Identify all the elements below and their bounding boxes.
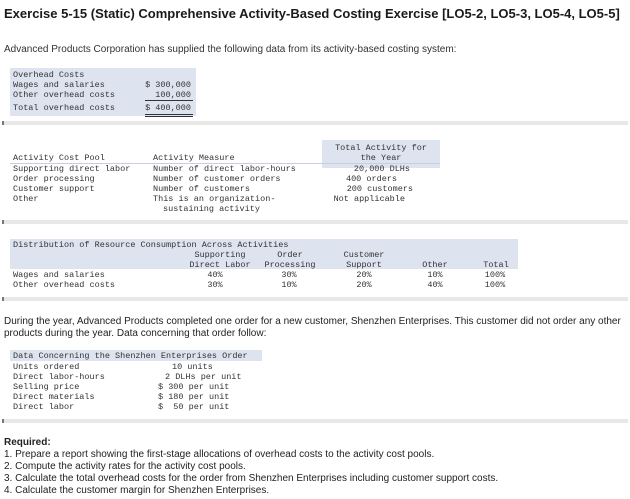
required-item: 2. Compute the activity rates for the activity cost pools. <box>4 461 246 472</box>
measure-cell: Number of customers <box>153 184 250 194</box>
col-header: Customer <box>343 250 385 260</box>
order-value: $ 180 per unit <box>158 392 230 402</box>
col-header: Processing <box>264 260 316 270</box>
overhead-total-label: Total overhead costs <box>13 103 116 113</box>
order-value: 2 DLHs per unit <box>165 372 242 382</box>
table-row: Direct labor-hours <box>13 372 105 382</box>
pct-cell: 100% <box>484 280 506 290</box>
order-value: 10 units <box>172 362 213 372</box>
pct-cell: 30% <box>281 270 297 280</box>
col-header: Other <box>422 260 448 270</box>
order-paragraph: During the year, Advanced Products completed one order for a new customer, Shenzhen Enterprises. This customer did not order any other products during the year. Data concerning that order follow: <box>4 316 621 339</box>
col-total-activity-2: the Year <box>360 153 402 163</box>
overhead-header: Overhead Costs <box>13 70 85 80</box>
intro-text: Advanced Products Corporation has supplied the following data from its activity-based costing system: <box>4 44 457 55</box>
pct-cell: 100% <box>484 270 506 280</box>
subtotal-rule <box>145 100 193 101</box>
table-row: Customer support <box>13 184 95 194</box>
pct-cell: 40% <box>207 270 223 280</box>
horizontal-scrollbar[interactable] <box>2 220 628 224</box>
order-value: $ 50 per unit <box>158 402 230 412</box>
table-row: Selling price <box>13 382 80 392</box>
table-row: Supporting direct labor <box>13 164 131 174</box>
total-cell: 400 orders <box>345 174 397 184</box>
required-item: 3. Calculate the total overhead costs for the order from Shenzhen Enterprises including customer support costs. <box>4 473 499 484</box>
col-header: Order <box>277 250 303 260</box>
overhead-row-value: $ 300,000 <box>145 80 191 90</box>
col-header: Supporting <box>194 250 246 260</box>
overhead-row-label: Other overhead costs <box>13 90 116 100</box>
pct-cell: 20% <box>356 280 372 290</box>
overhead-row-label: Wages and salaries <box>13 80 105 90</box>
col-header: Direct Labor <box>189 260 251 270</box>
col-activity-measure: Activity Measure <box>153 153 235 163</box>
col-header: Total <box>483 260 509 270</box>
table-row: Wages and salaries <box>13 270 105 280</box>
pct-cell: 10% <box>281 280 297 290</box>
col-header: Support <box>346 260 382 270</box>
horizontal-scrollbar[interactable] <box>2 297 628 301</box>
measure-cell: Number of customer orders <box>153 174 281 184</box>
total-cell: 200 customers <box>346 184 413 194</box>
total-cell: 20,000 DLHs <box>353 164 410 174</box>
order-header: Data Concerning the Shenzhen Enterprises Order <box>13 351 248 361</box>
total-double-rule <box>145 114 193 117</box>
overhead-row-value: 100,000 <box>155 90 191 100</box>
required-item: 1. Prepare a report showing the first-stage allocations of overhead costs to the activity cost pools. <box>4 449 435 460</box>
overhead-total-value: $ 400,000 <box>145 103 191 113</box>
measure-cell: Number of direct labor-hours <box>153 164 296 174</box>
table-row: Direct materials <box>13 392 95 402</box>
measure-cell-cont: sustaining activity <box>163 204 260 214</box>
table-row: Other overhead costs <box>13 280 116 290</box>
horizontal-scrollbar[interactable] <box>2 419 628 423</box>
total-cell: Not applicable <box>333 194 405 204</box>
table-row: Units ordered <box>13 362 80 372</box>
page-title: Exercise 5-15 (Static) Comprehensive Activity-Based Costing Exercise [LO5-2, LO5-3, LO5-4, LO5-5] <box>4 6 620 21</box>
horizontal-scrollbar[interactable] <box>2 121 628 125</box>
pct-cell: 40% <box>427 280 443 290</box>
order-value: $ 300 per unit <box>158 382 230 392</box>
col-activity-cost-pool: Activity Cost Pool <box>13 153 105 163</box>
required-heading: Required: <box>4 437 51 448</box>
table-row: Direct labor <box>13 402 75 412</box>
pct-cell: 20% <box>356 270 372 280</box>
required-item: 4. Calculate the customer margin for Shenzhen Enterprises. <box>4 485 270 496</box>
table-row: Other <box>13 194 39 204</box>
measure-cell: This is an organization- <box>153 194 276 204</box>
pct-cell: 30% <box>207 280 223 290</box>
distribution-header: Distribution of Resource Consumption Across Activities <box>13 240 289 250</box>
table-row: Order processing <box>13 174 95 184</box>
pct-cell: 10% <box>427 270 443 280</box>
col-total-activity: Total Activity for <box>335 143 427 153</box>
